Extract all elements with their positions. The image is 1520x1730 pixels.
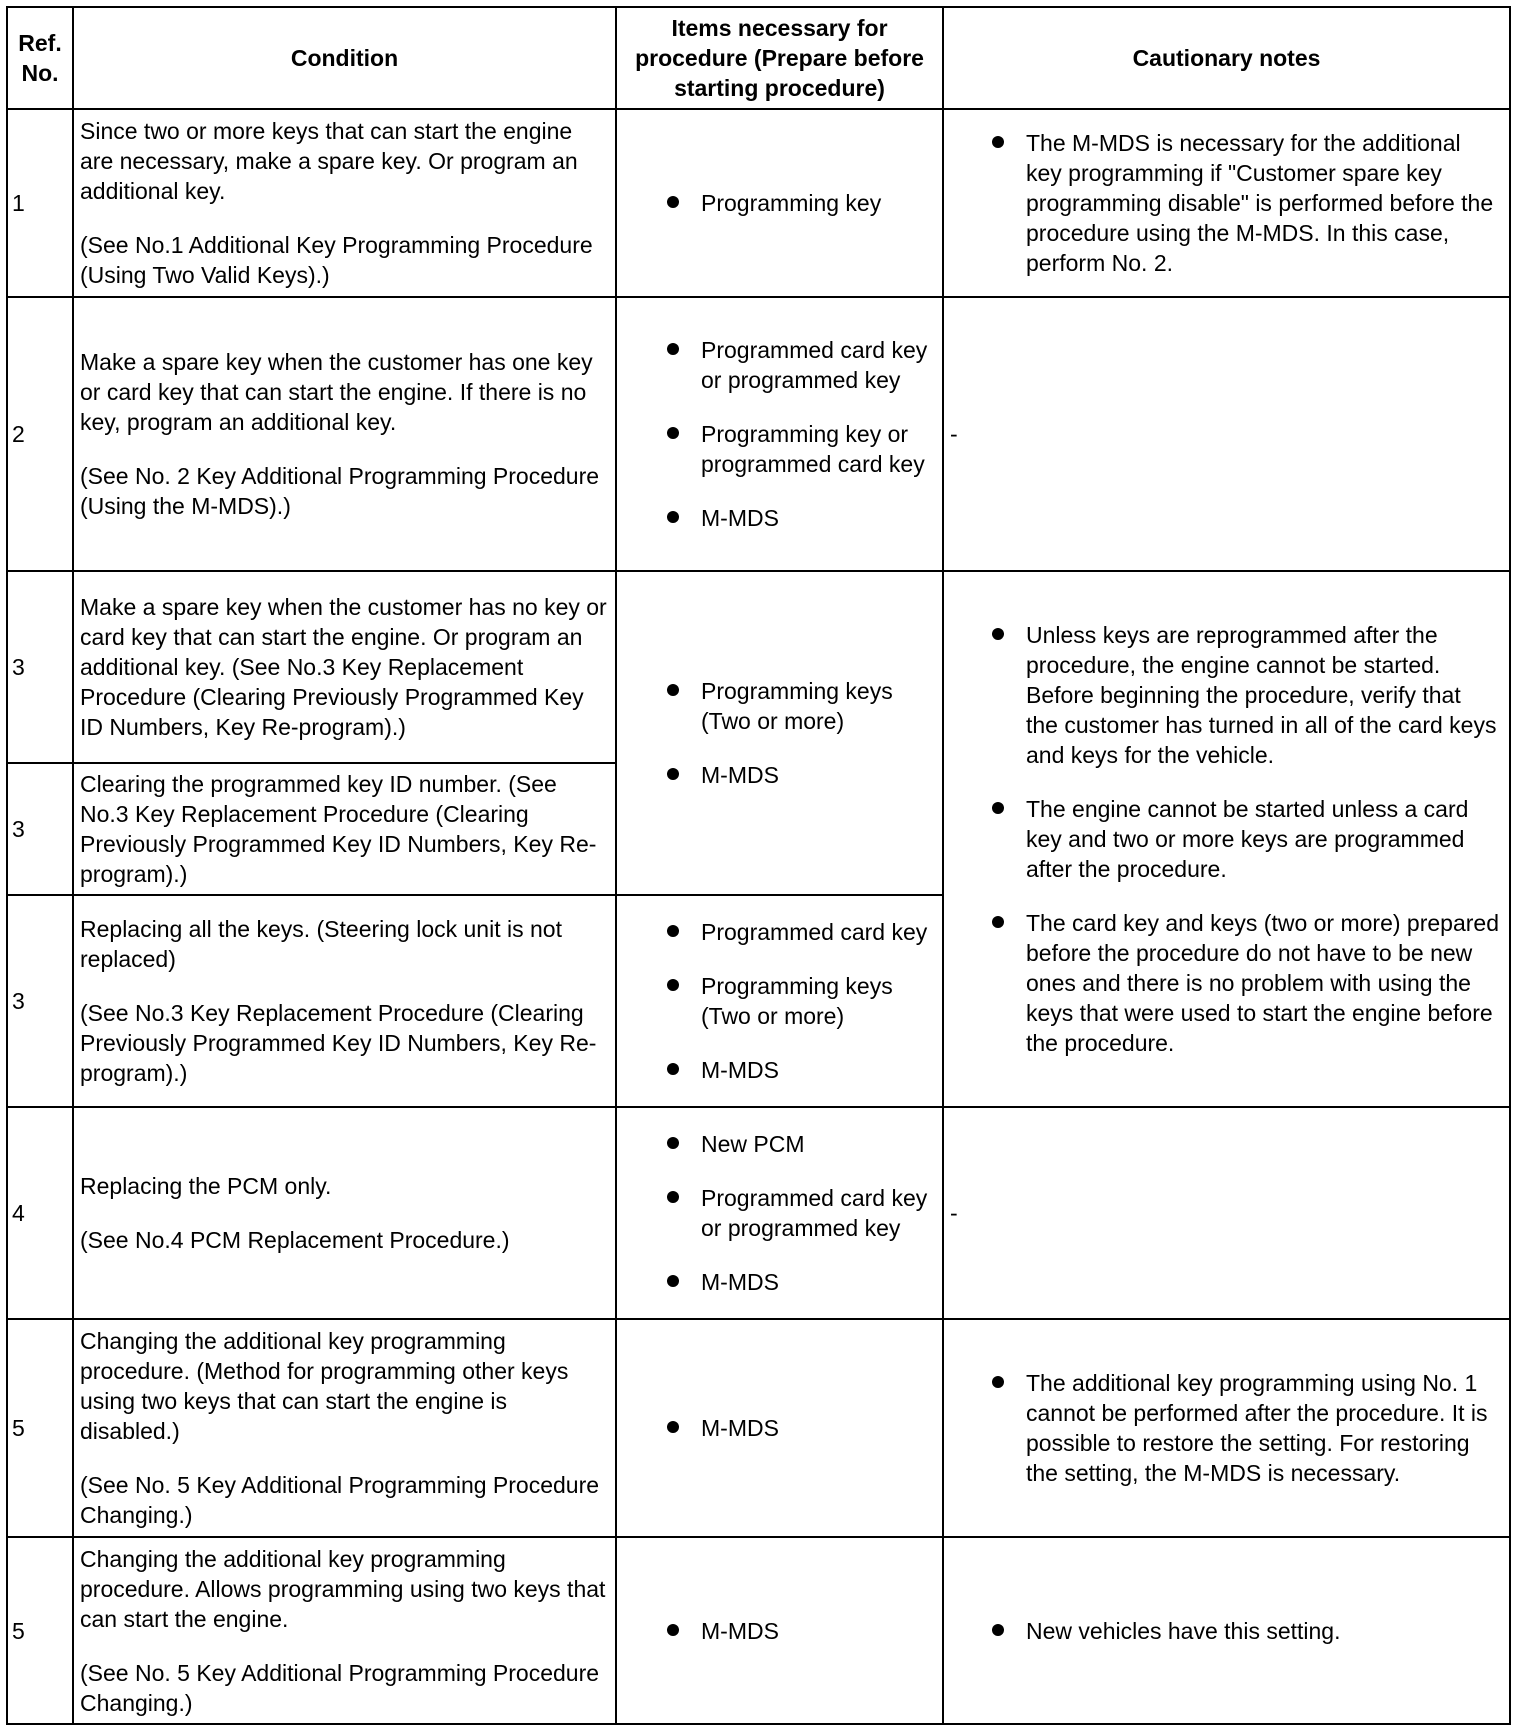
items-list [623,1616,936,1646]
bullet-icon [992,136,1004,148]
bullet-icon [992,802,1004,814]
condition-reference: (See No. 5 Key Additional Programming Procedure Changing.) [80,1472,600,1528]
items-list [623,1413,936,1443]
condition-cell [73,1107,616,1319]
items-list [623,676,936,790]
condition-reference: (See No.3 Key Replacement Procedure (Clearing Previously Programmed Key ID Numbers, Key Re-program).) [80,1000,597,1086]
table-row [7,571,1510,763]
items-list [623,917,936,1085]
items-cell [616,1107,943,1319]
notes-cell-merged [943,571,1510,1107]
condition-text: Make a spare key when the customer has no key or card key that can start the engine. Or program an additional key. (See No.3 Key Replacement Procedure (Clearing Previously Programmed Key ID Numbers, Key Re-program).) [80,594,607,740]
condition-text: Clearing the programmed key ID number. (See No.3 Key Replacement Procedure (Clearing Previously Programmed Key ID Numbers, Key Re-program).) [80,771,597,887]
notes-cell [943,1319,1510,1537]
bullet-icon [667,427,679,439]
condition-cell [73,1537,616,1724]
items-cell-merged [616,571,943,895]
condition-cell [73,763,616,895]
items-cell [616,1537,943,1724]
table-row [7,109,1510,297]
list-item: New vehicles have this setting. [992,1616,1499,1646]
table-row [7,1319,1510,1537]
condition-cell [73,297,616,571]
condition-cell [73,571,616,763]
condition-text: Make a spare key when the customer has one key or card key that can start the engine. If there is no key, program an additional key. [80,349,593,435]
list-item: Programming keys (Two or more) [667,676,936,736]
notes-list [950,620,1503,1058]
items-cell [616,109,943,297]
items-list [623,1129,936,1297]
header-condition: Condition [73,7,616,109]
condition-reference: (See No. 2 Key Additional Programming Procedure (Using the M-MDS).) [80,463,600,519]
bullet-icon [667,979,679,991]
list-item: Programmed card key or programmed key [667,1183,936,1243]
bullet-icon [667,1137,679,1149]
condition-cell [73,1319,616,1537]
items-list [623,188,936,218]
bullet-icon [667,768,679,780]
items-cell [616,297,943,571]
notes-list [950,1368,1503,1488]
header-cautionary-notes: Cautionary notes [943,7,1510,109]
condition-reference: (See No.4 PCM Replacement Procedure.) [80,1227,510,1253]
bullet-icon [667,1191,679,1203]
notes-cell: - [943,1107,1510,1319]
bullet-icon [667,1421,679,1433]
list-item: M-MDS [667,1413,936,1443]
key-programming-table-page [6,6,1509,1723]
list-item: M-MDS [667,1267,936,1297]
header-row [7,7,1510,109]
items-list [623,335,936,533]
list-item: Programming key [667,188,936,218]
ref-no-cell: 3 [7,571,73,763]
bullet-icon [992,1624,1004,1636]
ref-no-cell: 5 [7,1537,73,1724]
condition-reference: (See No. 5 Key Additional Programming Procedure Changing.) [80,1659,600,1716]
notes-cell: - [943,297,1510,571]
table-row [7,297,1510,571]
list-item: M-MDS [667,1055,936,1085]
condition-text: Since two or more keys that can start the engine are necessary, make a spare key. Or program an additional key. [80,118,578,204]
ref-no-cell: 3 [7,895,73,1107]
ref-no-cell: 2 [7,297,73,571]
bullet-icon [667,1275,679,1287]
bullet-icon [667,343,679,355]
bullet-icon [667,925,679,937]
ref-no-cell: 4 [7,1107,73,1319]
condition-reference: (See No.1 Additional Key Programming Procedure (Using Two Valid Keys).) [80,232,593,288]
list-item: M-MDS [667,503,936,533]
ref-no-cell: 5 [7,1319,73,1537]
list-item: M-MDS [667,760,936,790]
bullet-icon [992,1376,1004,1388]
list-item: Programming key or programmed card key [667,419,936,479]
header-ref-no: Ref. No. [7,7,73,109]
condition-cell [73,895,616,1107]
notes-cell [943,109,1510,297]
list-item: Programmed card key [667,917,936,947]
bullet-icon [667,1624,679,1636]
condition-text: Replacing all the keys. (Steering lock unit is not replaced) [80,916,562,972]
list-item: The additional key programming using No. 1 cannot be performed after the procedure. It is possible to restore the setting. For restoring the setting, the M-MDS is necessary. [992,1368,1499,1488]
bullet-icon [992,916,1004,928]
table-row [7,1107,1510,1319]
bullet-icon [992,628,1004,640]
list-item: The engine cannot be started unless a card key and two or more keys are programmed after the procedure. [992,794,1499,884]
ref-no-cell: 1 [7,109,73,297]
bullet-icon [667,196,679,208]
list-item: New PCM [667,1129,936,1159]
items-cell [616,895,943,1107]
ref-no-cell: 3 [7,763,73,895]
condition-text: Changing the additional key programming procedure. Allows programming using two keys that can start the engine. [80,1545,606,1632]
list-item: Programmed card key or programmed key [667,335,936,395]
condition-cell [73,109,616,297]
condition-text: Changing the additional key programming procedure. (Method for programming other keys using two keys that can start the engine is disabled.) [80,1328,569,1444]
condition-text: Replacing the PCM only. [80,1173,332,1199]
items-cell [616,1319,943,1537]
list-item: Unless keys are reprogrammed after the procedure, the engine cannot be started. Before beginning the procedure, verify that the customer has turned in all of the card keys and keys for the vehicle. [992,620,1499,770]
list-item: The M-MDS is necessary for the additional key programming if "Customer spare key programming disable" is performed before the procedure using the M-MDS. In this case, perform No. 2. [992,128,1499,278]
bullet-icon [667,1063,679,1075]
list-item: The card key and keys (two or more) prepared before the procedure do not have to be new ones and there is no problem with using the keys that were used to start the engine before the procedure. [992,908,1499,1058]
list-item: M-MDS [667,1616,936,1646]
bullet-icon [667,511,679,523]
notes-list [950,1616,1503,1646]
list-item: Programming keys (Two or more) [667,971,936,1031]
bullet-icon [667,684,679,696]
notes-cell [943,1537,1510,1724]
header-items-necessary: Items necessary for procedure (Prepare before starting procedure) [616,7,943,109]
key-programming-table [6,6,1511,1725]
notes-list [950,128,1503,278]
table-row [7,1537,1510,1724]
